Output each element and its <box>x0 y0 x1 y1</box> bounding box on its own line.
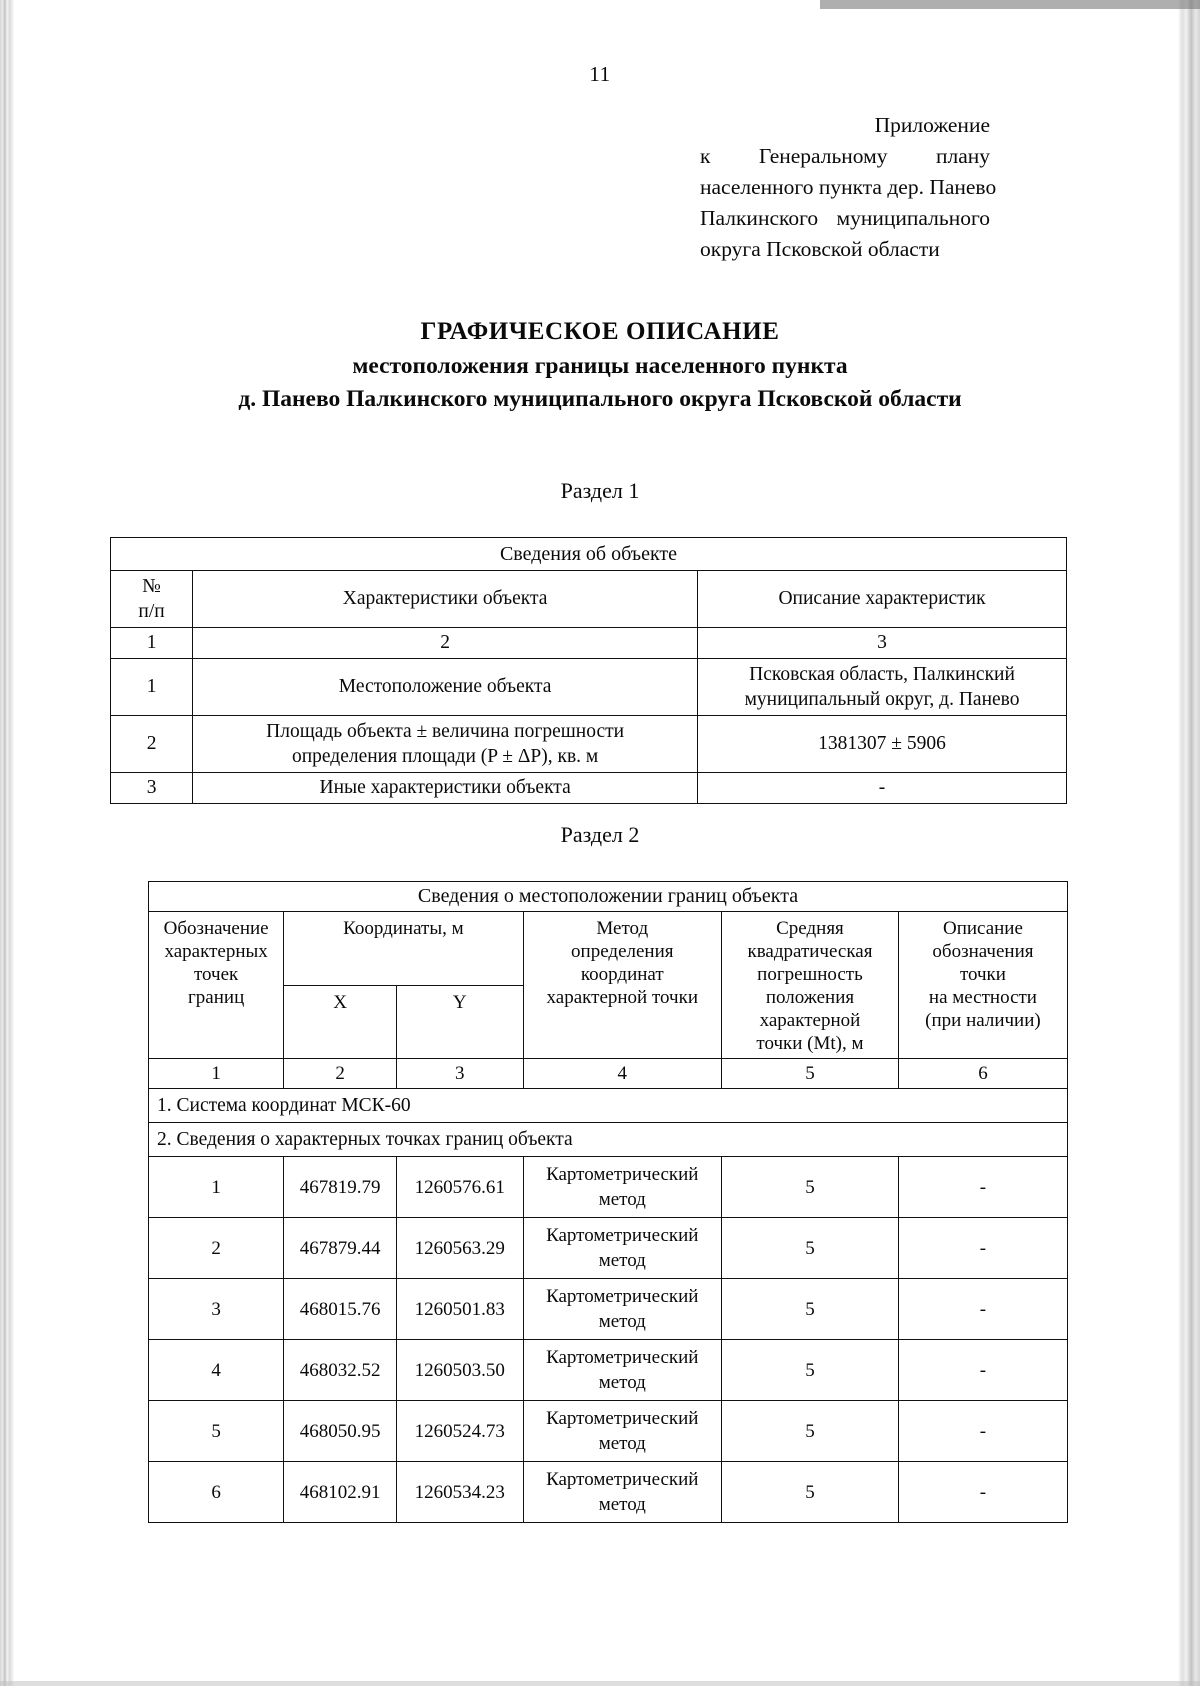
appendix-line-4-word-1: Палкинского <box>700 206 819 230</box>
page-number: 11 <box>589 62 611 86</box>
appendix-line-5: округа Псковской области <box>700 237 940 261</box>
row-2-characteristic-line-2: определения площади (P ± ΔP), кв. м <box>291 746 599 767</box>
table-row <box>149 1462 1068 1523</box>
header-mse-line-2: квадратическая <box>747 941 873 962</box>
column-number-2: 2 <box>284 1059 397 1089</box>
point-1-method-line-1: Картометрический <box>546 1164 699 1185</box>
table-row <box>111 716 1067 773</box>
point-5-mt: 5 <box>722 1401 899 1462</box>
appendix-reference-block <box>700 110 997 265</box>
point-6-no: 6 <box>149 1462 284 1523</box>
point-1-no: 1 <box>149 1157 284 1218</box>
header-coordinate-x: X <box>284 985 397 1059</box>
header-mse-line-4: положения <box>765 987 855 1008</box>
point-3-method <box>523 1279 722 1340</box>
table-row <box>149 1218 1068 1279</box>
point-4-description: - <box>898 1340 1067 1401</box>
point-6-x: 468102.91 <box>284 1462 397 1523</box>
row-1-no: 1 <box>111 659 193 716</box>
point-4-mt: 5 <box>722 1340 899 1401</box>
document-title <box>0 318 1200 413</box>
appendix-line-2-word-1: к <box>700 144 711 168</box>
table-object-info-title: Сведения об объекте <box>111 538 1067 571</box>
row-1-characteristic: Местоположение объекта <box>193 659 698 716</box>
point-4-y: 1260503.50 <box>397 1340 523 1401</box>
table-row <box>149 1279 1068 1340</box>
header-method <box>523 912 722 1059</box>
table-row-header <box>149 912 1068 986</box>
document-title-line-2: местоположения границы населенного пункта <box>352 353 848 379</box>
table-row-note <box>149 1123 1068 1157</box>
header-no-main: № <box>142 576 161 597</box>
header-point-description <box>898 912 1067 1059</box>
point-6-description: - <box>898 1462 1067 1523</box>
table-row <box>111 659 1067 716</box>
table-boundary-points <box>148 881 1068 1523</box>
header-designation-line-2: характерных <box>164 941 268 962</box>
point-5-no: 5 <box>149 1401 284 1462</box>
table-object-info <box>110 537 1067 804</box>
header-designation-line-1: Обозначение <box>163 918 269 939</box>
point-6-y: 1260534.23 <box>397 1462 523 1523</box>
header-coordinate-y: Y <box>397 985 523 1059</box>
point-2-method <box>523 1218 722 1279</box>
point-5-method-line-2: метод <box>598 1433 646 1454</box>
header-mean-square-error <box>722 912 899 1059</box>
column-number-5: 5 <box>722 1059 899 1089</box>
appendix-line-2-word-3: плану <box>935 144 991 168</box>
point-2-x: 467879.44 <box>284 1218 397 1279</box>
appendix-line-3: населенного пункта дер. Панево <box>700 175 997 199</box>
appendix-line-4 <box>700 203 990 234</box>
header-method-line-2: определения <box>571 941 674 962</box>
header-designation-line-3: точек <box>193 964 239 985</box>
header-mse-line-5: характерной <box>759 1010 861 1031</box>
point-2-method-line-2: метод <box>598 1250 646 1271</box>
row-1-description-line-1: Псковская область, Палкинский <box>749 664 1015 685</box>
point-5-x: 468050.95 <box>284 1401 397 1462</box>
row-1-description <box>698 659 1067 716</box>
header-descr-line-4: на местности <box>928 987 1037 1008</box>
column-number-1: 1 <box>111 628 193 659</box>
point-1-mt: 5 <box>722 1157 899 1218</box>
table-row <box>149 1157 1068 1218</box>
point-1-x: 467819.79 <box>284 1157 397 1218</box>
row-3-characteristic: Иные характеристики объекта <box>193 773 698 804</box>
point-4-method-line-2: метод <box>598 1372 646 1393</box>
section-2-caption: Раздел 2 <box>560 822 640 847</box>
column-number-3: 3 <box>698 628 1067 659</box>
point-5-description: - <box>898 1401 1067 1462</box>
row-3-no: 3 <box>111 773 193 804</box>
table-row <box>149 1340 1068 1401</box>
point-1-y: 1260576.61 <box>397 1157 523 1218</box>
point-3-description: - <box>898 1279 1067 1340</box>
row-1-description-line-2: муниципальный округ, д. Панево <box>744 689 1020 710</box>
header-description: Описание характеристик <box>698 571 1067 628</box>
document-title-line-1: ГРАФИЧЕСКОЕ ОПИСАНИЕ <box>420 318 780 345</box>
point-1-description: - <box>898 1157 1067 1218</box>
point-3-method-line-1: Картометрический <box>546 1286 699 1307</box>
table-row-title <box>111 538 1067 571</box>
row-2-description: 1381307 ± 5906 <box>698 716 1067 773</box>
appendix-line-4-word-2: муниципального <box>836 206 990 230</box>
section-1-caption: Раздел 1 <box>560 478 640 503</box>
appendix-line-2-word-2: Генеральному <box>758 144 888 168</box>
scan-artifact-top-bar <box>820 0 1200 9</box>
point-5-y: 1260524.73 <box>397 1401 523 1462</box>
point-3-y: 1260501.83 <box>397 1279 523 1340</box>
point-1-method <box>523 1157 722 1218</box>
note-coordinate-system: 1. Система координат МСК-60 <box>149 1089 1068 1123</box>
header-designation-line-4: границ <box>188 987 245 1008</box>
point-6-mt: 5 <box>722 1462 899 1523</box>
column-number-2: 2 <box>193 628 698 659</box>
table-boundary-points-title: Сведения о местоположении границ объекта <box>149 882 1068 912</box>
table-row-note <box>149 1089 1068 1123</box>
header-mse-line-3: погрешность <box>757 964 863 985</box>
point-3-x: 468015.76 <box>284 1279 397 1340</box>
point-2-method-line-1: Картометрический <box>546 1225 699 1246</box>
point-3-method-line-2: метод <box>598 1311 646 1332</box>
header-point-designation <box>149 912 284 1059</box>
point-2-no: 2 <box>149 1218 284 1279</box>
table-row-column-numbers <box>149 1059 1068 1089</box>
header-characteristics: Характеристики объекта <box>193 571 698 628</box>
point-4-method-line-1: Картометрический <box>546 1347 699 1368</box>
header-method-line-1: Метод <box>596 918 649 939</box>
column-number-4: 4 <box>523 1059 722 1089</box>
header-descr-line-3: точки <box>959 964 1006 985</box>
column-number-3: 3 <box>397 1059 523 1089</box>
point-4-x: 468032.52 <box>284 1340 397 1401</box>
header-mse-line-1: Средняя <box>776 918 844 939</box>
header-descr-line-2: обозначения <box>932 941 1034 962</box>
point-4-no: 4 <box>149 1340 284 1401</box>
point-2-mt: 5 <box>722 1218 899 1279</box>
header-no <box>111 571 193 628</box>
note-points-info: 2. Сведения о характерных точках границ объекта <box>149 1123 1068 1157</box>
header-coordinates: Координаты, м <box>284 912 523 986</box>
point-6-method <box>523 1462 722 1523</box>
row-2-characteristic-line-1: Площадь объекта ± величина погрешности <box>266 721 625 742</box>
table-row-header <box>111 571 1067 628</box>
header-mse-line-6: точки (Mt), м <box>756 1033 864 1054</box>
point-3-mt: 5 <box>722 1279 899 1340</box>
appendix-line-1: Приложение <box>874 113 990 137</box>
appendix-line-2 <box>700 141 990 172</box>
document-title-line-3: д. Панево Палкинского муниципального округа Псковской области <box>238 386 962 412</box>
header-descr-line-1: Описание <box>942 918 1023 939</box>
point-3-no: 3 <box>149 1279 284 1340</box>
point-6-method-line-2: метод <box>598 1494 646 1515</box>
point-5-method-line-1: Картометрический <box>546 1408 699 1429</box>
table-row-column-numbers <box>111 628 1067 659</box>
header-method-line-4: характерной точки <box>546 987 698 1008</box>
table-row <box>149 1401 1068 1462</box>
table-row <box>111 773 1067 804</box>
table-row-title <box>149 882 1068 912</box>
row-2-no: 2 <box>111 716 193 773</box>
point-5-method <box>523 1401 722 1462</box>
column-number-1: 1 <box>149 1059 284 1089</box>
point-2-y: 1260563.29 <box>397 1218 523 1279</box>
scan-artifact-bottom-bar <box>0 1681 1200 1686</box>
point-6-method-line-1: Картометрический <box>546 1469 699 1490</box>
point-1-method-line-2: метод <box>598 1189 646 1210</box>
row-2-characteristic <box>193 716 698 773</box>
header-method-line-3: координат <box>580 964 664 985</box>
point-4-method <box>523 1340 722 1401</box>
row-3-description: - <box>698 773 1067 804</box>
header-no-sub: п/п <box>138 601 165 622</box>
header-descr-line-5: (при наличии) <box>925 1010 1041 1031</box>
point-2-description: - <box>898 1218 1067 1279</box>
column-number-6: 6 <box>898 1059 1067 1089</box>
